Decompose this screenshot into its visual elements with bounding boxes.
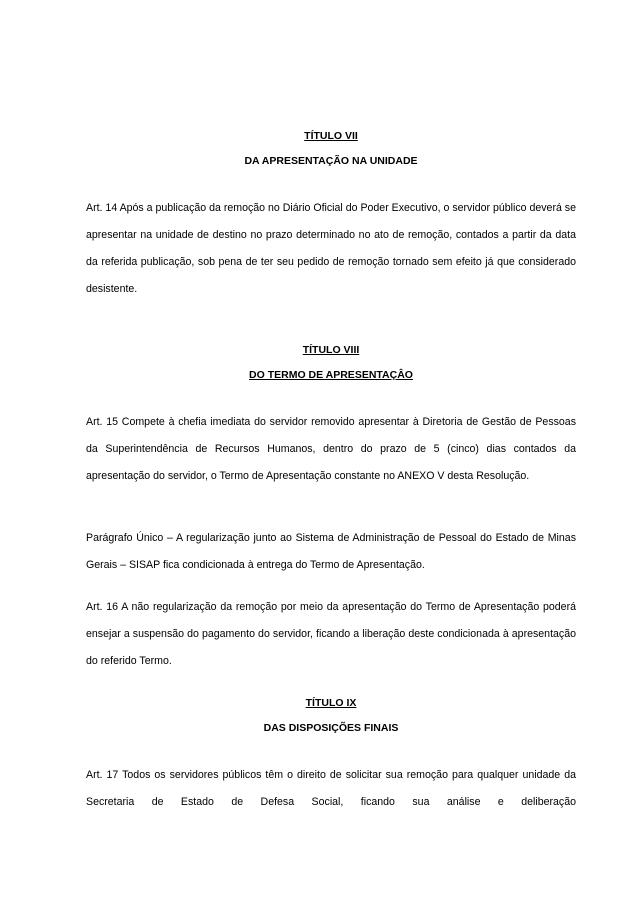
titulo-vii-heading: TÍTULO VII [304, 130, 358, 142]
titulo-viii-subtitle: DO TERMO DE APRESENTAÇÂO [249, 369, 413, 381]
art-15-paragraph: Art. 15 Compete à chefia imediata do servidor removido apresentar à Diretoria de Gestão de Pessoas da Superintendência de Recursos Humanos, dentro do prazo de 5 (cinco) dias contados da apresentação do servidor, o Termo de Apresentação constante no ANEXO V desta Resolução. [86, 416, 576, 482]
titulo-viii-heading: TÍTULO VIII [302, 344, 360, 356]
art-16-paragraph: Art. 16 A não regularização da remoção por meio da apresentação do Termo de Apresentação poderá ensejar a suspensão do pagamento do servidor, ficando a liberação deste condicionada à apresentação do referido Termo. [86, 601, 576, 667]
art-14-paragraph: Art. 14 Após a publicação da remoção no Diário Oficial do Poder Executivo, o servidor público deverá se apresentar na unidade de destino no prazo determinado no ato de remoção, contados a partir da data da referida publicação, sob pena de ter seu pedido de remoção tornado sem efeito já que considerado desistente. [86, 202, 576, 295]
art-17-paragraph: Art. 17 Todos os servidores públicos têm o direito de solicitar sua remoção para qualquer unidade da Secretaria de Estado de Defesa Social, ficando sua análise e deliberação [86, 769, 576, 808]
titulo-ix-subtitle: DAS DISPOSIÇÕES FINAIS [263, 722, 399, 734]
paragrafo-unico-paragraph: Parágrafo Único – A regularização junto ao Sistema de Administração de Pessoal do Estado de Minas Gerais – SISAP fica condicionada à entrega do Termo de Apresentação. [86, 532, 576, 571]
titulo-ix-heading: TÍTULO IX [305, 697, 357, 709]
titulo-vii-subtitle: DA APRESENTAÇÃO NA UNIDADE [244, 155, 418, 167]
